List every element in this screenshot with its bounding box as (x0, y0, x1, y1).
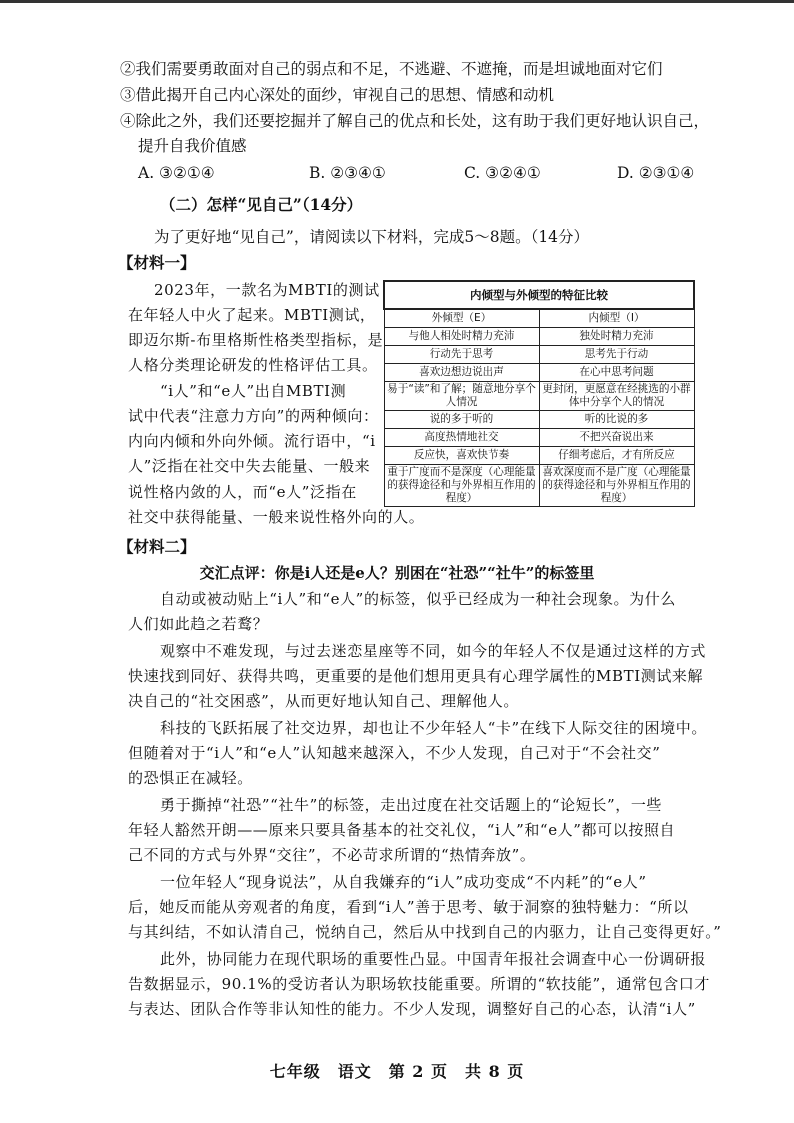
table-cell: 重于广度而不是深度（心理能量的获得途径和与外界相互作用的程度） (384, 465, 539, 507)
material2-line: 的恐惧正在减轻。 (128, 769, 253, 787)
material1-label: 【材料一】 (118, 253, 196, 272)
material2-line: 年轻人豁然开朗——原来只要具备基本的社交礼仪，“i人”和“e人”都可以按照自 (128, 821, 676, 839)
material2-line: 自动或被动贴上“i人”和“e人”的标签，似乎已经成为一种社会现象。为什么 (160, 590, 676, 608)
table-row (384, 328, 694, 346)
statement-4: ④除此之外，我们还要挖掘并了解自己的优点和长处，这有助于我们更好地认识自己， (120, 112, 710, 130)
table-header-introvert: 内倾型（I） (539, 309, 694, 328)
material2-line: 告数据显示，90.1%的受访者认为职场软技能重要。所谓的“软技能”，通常包含口才 (128, 975, 710, 993)
table-cell: 更封闭，更愿意在经挑选的小群体中分享个人的情况 (539, 382, 694, 411)
table-cell: 喜欢边想边说出声 (384, 364, 539, 382)
material2-line: 一位年轻人“现身说法”，从自我嫌弃的“i人”成功变成“不内耗”的“e人” (160, 873, 647, 891)
material1-line: 说性格内敛的人，而“e人”泛指在 (128, 483, 357, 501)
material1-line: 人格分类理论研发的性格评估工具。 (128, 356, 378, 374)
table-cell: 在心中思考问题 (539, 364, 694, 382)
statement-4-continued: 提升自我价值感 (138, 137, 247, 155)
table-cell: 高度热情地社交 (384, 429, 539, 447)
material1-line: “i人”和“e人”出自MBTI测 (160, 382, 347, 400)
section-heading: （二）怎样“见自己”（14分） (160, 195, 363, 214)
material2-line: 后，她反而能从旁观者的角度，看到“i人”善于思考、敏于洞察的独特魅力：“所以 (128, 898, 689, 916)
comparison-table (383, 280, 695, 507)
table-caption: 内倾型与外倾型的特征比较 (384, 281, 694, 309)
table-cell: 反应快，喜欢快节奏 (384, 447, 539, 465)
material2-line: 己不同的方式与外界“交往”，不必苛求所谓的“热情奔放”。 (128, 846, 536, 864)
table-row (384, 465, 694, 507)
table-cell: 仔细考虑后，才有所反应 (539, 447, 694, 465)
material2-line: 人们如此趋之若鹜？ (128, 615, 269, 633)
material2-line: 勇于撕掉“社恐”“社牛”的标签，走出过度在社交话题上的“论短长”，一些 (160, 796, 663, 814)
table-cell: 独处时精力充沛 (539, 328, 694, 346)
statement-3: ③借此揭开自己内心深处的面纱，审视自己的思想、情感和动机 (120, 86, 555, 104)
statement-2: ②我们需要勇敢面对自己的弱点和不足，不逃避、不遮掩，而是坦诚地面对它们 (120, 60, 663, 78)
material2-line: 快速找到同好、获得共鸣，更重要的是他们想用更具有心理学属性的MBTI测试来解 (128, 667, 704, 685)
material2-line: 此外，协同能力在现代职场的重要性凸显。中国青年报社会调查中心一份调研报 (160, 950, 707, 968)
table-cell: 行动先于思考 (384, 346, 539, 364)
instruction: 为了更好地“见自己”，请阅读以下材料，完成5～8题。（14分） (154, 228, 590, 246)
material2-line: 科技的飞跃拓展了社交边界，却也让不少年轻人“卡”在线下人际交往的困境中。 (160, 719, 707, 737)
material1-line: 试中代表“注意力方向”的两种倾向： (128, 407, 379, 425)
material2-line: 与其纠结，不如认清自己，悦纳自己，然后从中找到自己的内驱力，让自己变得更好。” (128, 923, 722, 941)
page-top-border (0, 0, 794, 3)
material1-line: 社交中获得能量、一般来说性格外向的人。 (128, 508, 425, 526)
table-row (384, 346, 694, 364)
table-cell: 说的多于听的 (384, 411, 539, 429)
table-row (384, 429, 694, 447)
table-cell: 听的比说的多 (539, 411, 694, 429)
material2-title: 交汇点评：你是i人还是e人？别困在“社恐”“社牛”的标签里 (199, 564, 595, 582)
page-footer: 七年级 语文 第 2 页 共 8 页 (269, 1062, 525, 1081)
table-cell: 易于“读”和了解；随意地分享个人情况 (384, 382, 539, 411)
material1-line: 人”泛指在社交中失去能量、一般来 (128, 457, 371, 475)
option-d[interactable]: D. ②③①④ (617, 164, 695, 182)
table-cell: 不把兴奋说出来 (539, 429, 694, 447)
material2-line: 决自己的“社交困惑”，从而更好地认知自己、理解他人。 (128, 692, 519, 710)
material2-label: 【材料二】 (118, 537, 196, 556)
table-row (384, 382, 694, 411)
table-cell: 喜欢深度而不是广度（心理能量的获得途径和与外界相互作用的程度） (539, 465, 694, 507)
table-row (384, 364, 694, 382)
material1-line: 即迈尔斯-布里格斯性格类型指标，是 (128, 331, 384, 349)
option-b[interactable]: B. ②③④① (309, 164, 386, 182)
material2-line: 观察中不难发现，与过去迷恋星座等不同，如今的年轻人不仅是通过这样的方式 (160, 642, 707, 660)
material1-line: 内向内倾和外向外倾。流行语中，“i (128, 432, 376, 450)
material2-line: 但随着对于“i人”和“e人”认知越来越深入，不少人发现，自己对于“不会社交” (128, 744, 661, 762)
table-row (384, 411, 694, 429)
table-row (384, 447, 694, 465)
material1-line: 2023年，一款名为MBTI的测试 (154, 281, 380, 299)
material2-line: 与表达、团队合作等非认知性的能力。不少人发现，调整好自己的心态，认清“i人” (128, 1000, 696, 1018)
option-c[interactable]: C. ③②④① (464, 164, 541, 182)
table-cell: 与他人相处时精力充沛 (384, 328, 539, 346)
option-a[interactable]: A. ③②①④ (138, 164, 215, 182)
material1-line: 在年轻人中火了起来。MBTI测试， (128, 306, 376, 324)
table-header-extravert: 外倾型（E） (384, 309, 539, 328)
table-cell: 思考先于行动 (539, 346, 694, 364)
